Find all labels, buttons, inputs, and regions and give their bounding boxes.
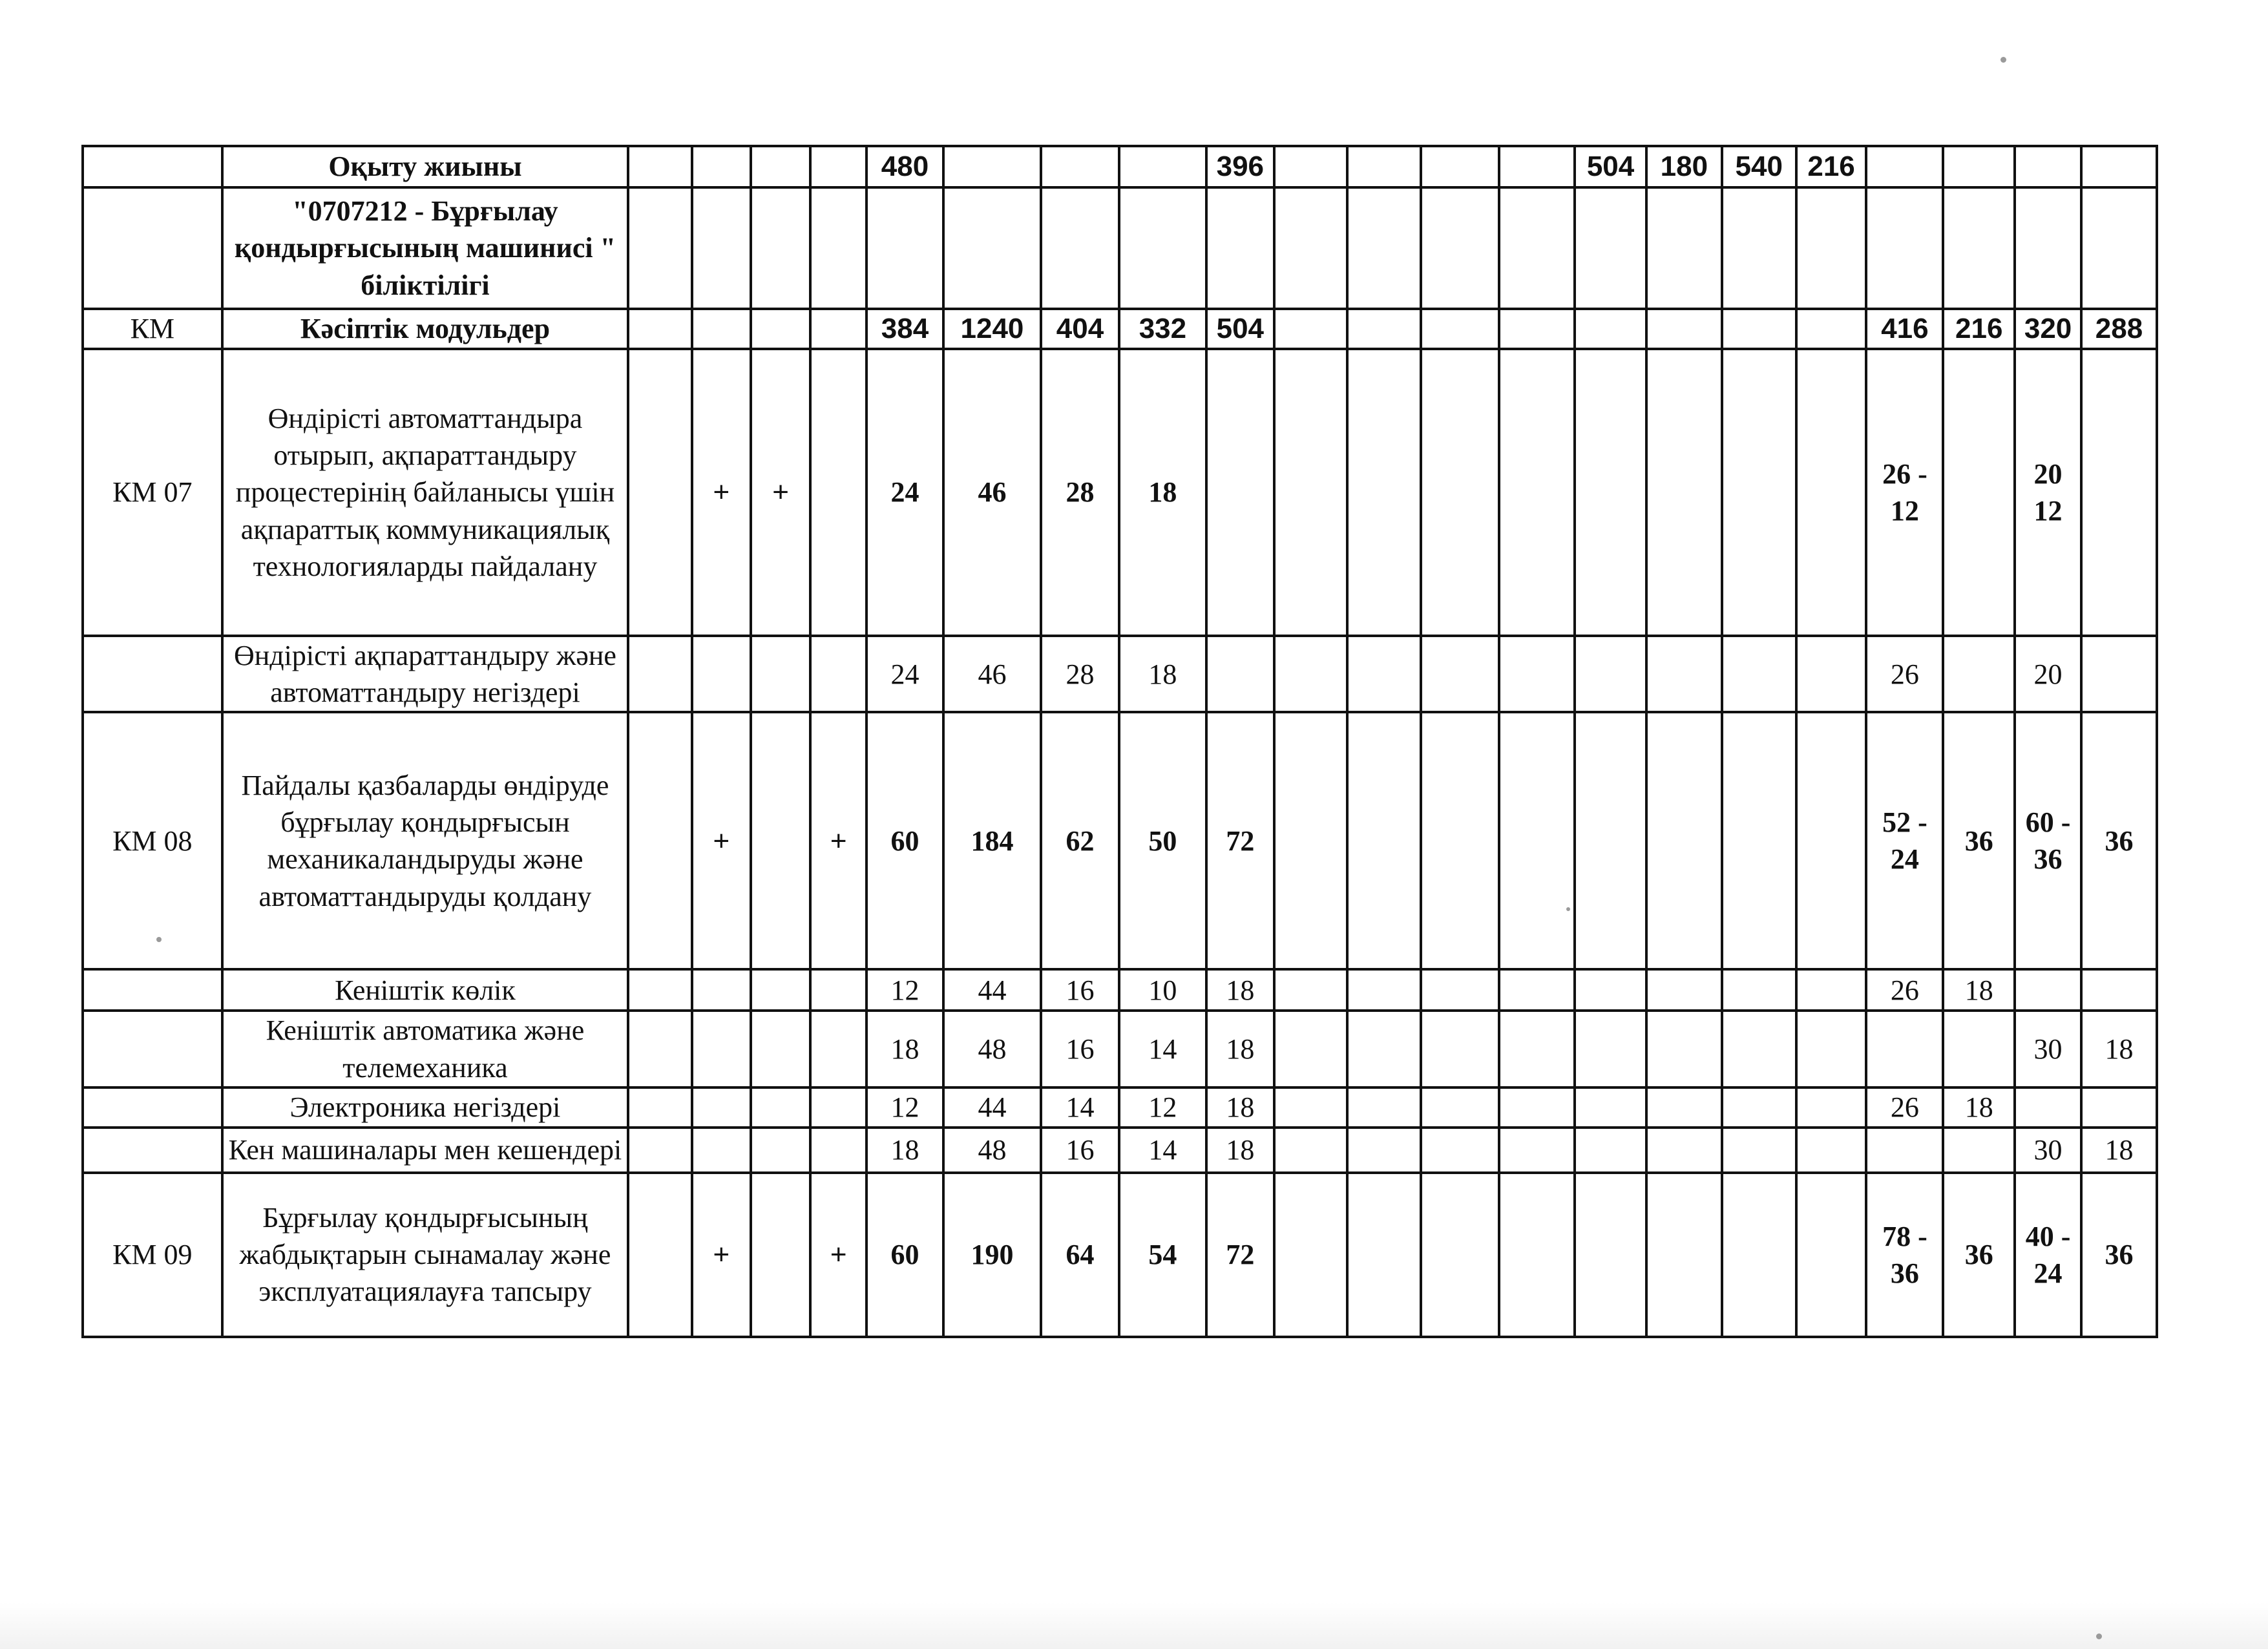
cell-value: 36 bbox=[1943, 712, 2015, 969]
cell-value: 46 bbox=[943, 349, 1041, 636]
cell-value: 48 bbox=[943, 1128, 1041, 1173]
cell-value: 332 bbox=[1119, 309, 1206, 349]
cell-split-value bbox=[1866, 349, 1943, 636]
cell-value: 12 bbox=[1119, 1087, 1206, 1128]
split-top: 26 - bbox=[1882, 457, 1927, 490]
cell-value: 50 bbox=[1119, 712, 1206, 969]
cell-value: 18 bbox=[1119, 349, 1206, 636]
cell-value: 1240 bbox=[943, 309, 1041, 349]
cell-value: 416 bbox=[1866, 309, 1943, 349]
table-row-km07 bbox=[83, 349, 2157, 636]
cell-value: 64 bbox=[1041, 1173, 1119, 1337]
cell-value: 18 bbox=[1943, 1087, 2015, 1128]
cell-value: 14 bbox=[1041, 1087, 1119, 1128]
module-title: Кәсіптік модульдер bbox=[222, 309, 629, 349]
module-title: Пайдалы қазбаларды өндіруде бұрғылау қондырғысын механикаландыруды және автоматтандыруды қолдану bbox=[222, 712, 629, 969]
split-bottom: 36 bbox=[2033, 843, 2063, 876]
subject-title: Кеніштік көлік bbox=[222, 969, 629, 1011]
cell-value: 540 bbox=[1722, 146, 1796, 187]
cell-value: 14 bbox=[1119, 1011, 1206, 1087]
cell-value: 60 bbox=[866, 712, 943, 969]
cell-code bbox=[83, 146, 222, 187]
module-title: Бұрғылау қондырғысының жабдықтарын сынамалау және эксплуатациялауға тапсыру bbox=[222, 1173, 629, 1337]
cell-value: 180 bbox=[1646, 146, 1722, 187]
cell-value: 30 bbox=[2015, 1128, 2081, 1173]
cell-value: 504 bbox=[1206, 309, 1274, 349]
cell-value: 18 bbox=[866, 1128, 943, 1173]
cell-value: 54 bbox=[1119, 1173, 1206, 1337]
cell-value: 288 bbox=[2081, 309, 2157, 349]
scan-speck bbox=[2096, 1633, 2102, 1639]
cell-value: 12 bbox=[866, 1087, 943, 1128]
cell-value: 18 bbox=[1206, 969, 1274, 1011]
cell-value: 48 bbox=[943, 1011, 1041, 1087]
split-top: 78 - bbox=[1882, 1220, 1927, 1252]
cell-split-value bbox=[2015, 712, 2081, 969]
cell-value: 72 bbox=[1206, 1173, 1274, 1337]
cell-value: 28 bbox=[1041, 349, 1119, 636]
cell-value: 72 bbox=[1206, 712, 1274, 969]
cell-value: 396 bbox=[1206, 146, 1274, 187]
cell-value: 44 bbox=[943, 969, 1041, 1011]
table-row-km08-sub2 bbox=[83, 1011, 2157, 1087]
cell-value: 10 bbox=[1119, 969, 1206, 1011]
cell-value: 18 bbox=[2081, 1128, 2157, 1173]
cell-value: 404 bbox=[1041, 309, 1119, 349]
split-top: 60 - bbox=[2025, 806, 2071, 839]
module-code: КМ bbox=[83, 309, 222, 349]
cell-value: 28 bbox=[1041, 636, 1119, 712]
cell-plus: + bbox=[692, 1173, 751, 1337]
cell-value: 30 bbox=[2015, 1011, 2081, 1087]
cell-value: 14 bbox=[1119, 1128, 1206, 1173]
scan-speck bbox=[2000, 57, 2006, 63]
cell-split-value bbox=[1866, 1173, 1943, 1337]
module-code: КМ 07 bbox=[83, 349, 222, 636]
split-bottom: 24 bbox=[2033, 1257, 2063, 1289]
cell-value: 216 bbox=[1943, 309, 2015, 349]
cell-value: 18 bbox=[1943, 969, 2015, 1011]
cell-value: 504 bbox=[1575, 146, 1646, 187]
cell-value: 36 bbox=[1943, 1173, 2015, 1337]
cell-split-value bbox=[2015, 1173, 2081, 1337]
cell-plus: + bbox=[692, 712, 751, 969]
cell-value: 16 bbox=[1041, 1011, 1119, 1087]
table-row-km08-sub4 bbox=[83, 1128, 2157, 1173]
cell-value: 184 bbox=[943, 712, 1041, 969]
table-row-km07-sub bbox=[83, 636, 2157, 712]
cell-plus: + bbox=[810, 712, 866, 969]
cell-plus: + bbox=[692, 349, 751, 636]
qualification-title: "0707212 - Бұрғылау қондырғысының машинисі " біліктілігі bbox=[222, 187, 629, 309]
table-row-total bbox=[83, 146, 2157, 187]
module-code: КМ 08 bbox=[83, 712, 222, 969]
cell-value: 44 bbox=[943, 1087, 1041, 1128]
cell-plus: + bbox=[751, 349, 811, 636]
cell-value: 480 bbox=[866, 146, 943, 187]
cell-value: 18 bbox=[1206, 1128, 1274, 1173]
table-row-qualification bbox=[83, 187, 2157, 309]
cell-value: 26 bbox=[1866, 1087, 1943, 1128]
cell-value: 18 bbox=[1119, 636, 1206, 712]
cell-value: 12 bbox=[866, 969, 943, 1011]
cell-value: 216 bbox=[1796, 146, 1867, 187]
cell-value: 60 bbox=[866, 1173, 943, 1337]
subject-title: Өндірісті ақпараттандыру және автоматтандыру негіздері bbox=[222, 636, 629, 712]
table-row-km08 bbox=[83, 712, 2157, 969]
table-row-km08-sub1 bbox=[83, 969, 2157, 1011]
cell-value: 320 bbox=[2015, 309, 2081, 349]
scan-edge-shading bbox=[0, 1602, 2268, 1649]
cell-value: 18 bbox=[866, 1011, 943, 1087]
cell-split-value bbox=[1866, 712, 1943, 969]
split-bottom: 24 bbox=[1890, 843, 1919, 876]
cell-value: 20 bbox=[2015, 636, 2081, 712]
cell-value: 18 bbox=[2081, 1011, 2157, 1087]
cell-value: 62 bbox=[1041, 712, 1119, 969]
module-title: Өндірісті автоматтандыра отырып, ақпараттандыру процестерінің байланысы үшін ақпараттық коммуникациялық технологияларды пайдалану bbox=[222, 349, 629, 636]
split-bottom: 12 bbox=[2033, 495, 2063, 527]
cell-value: 16 bbox=[1041, 1128, 1119, 1173]
cell-value: 16 bbox=[1041, 969, 1119, 1011]
split-top: 52 - bbox=[1882, 806, 1927, 839]
cell-value: 26 bbox=[1866, 636, 1943, 712]
subject-title: Кеніштік автоматика және телемеханика bbox=[222, 1011, 629, 1087]
cell-value: 18 bbox=[1206, 1011, 1274, 1087]
module-code: КМ 09 bbox=[83, 1173, 222, 1337]
table-row-km08-sub3 bbox=[83, 1087, 2157, 1128]
cell-value: 190 bbox=[943, 1173, 1041, 1337]
row-label-total: Оқыту жиыны bbox=[222, 146, 629, 187]
split-bottom: 36 bbox=[1890, 1257, 1919, 1289]
table-row-km09 bbox=[83, 1173, 2157, 1337]
cell-value: 36 bbox=[2081, 1173, 2157, 1337]
cell-value: 18 bbox=[1206, 1087, 1274, 1128]
cell-value: 24 bbox=[866, 636, 943, 712]
curriculum-table bbox=[81, 145, 2158, 1338]
cell-value: 26 bbox=[1866, 969, 1943, 1011]
subject-title: Электроника негіздері bbox=[222, 1087, 629, 1128]
cell-split-value bbox=[2015, 349, 2081, 636]
split-top: 20 bbox=[2033, 457, 2063, 490]
cell-value: 24 bbox=[866, 349, 943, 636]
subject-title: Кен машиналары мен кешендері bbox=[222, 1128, 629, 1173]
cell-value: 36 bbox=[2081, 712, 2157, 969]
split-top: 40 - bbox=[2025, 1220, 2071, 1252]
table-row-professional-modules bbox=[83, 309, 2157, 349]
cell-plus: + bbox=[810, 1173, 866, 1337]
cell-value: 46 bbox=[943, 636, 1041, 712]
split-bottom: 12 bbox=[1890, 495, 1919, 527]
cell-value: 384 bbox=[866, 309, 943, 349]
